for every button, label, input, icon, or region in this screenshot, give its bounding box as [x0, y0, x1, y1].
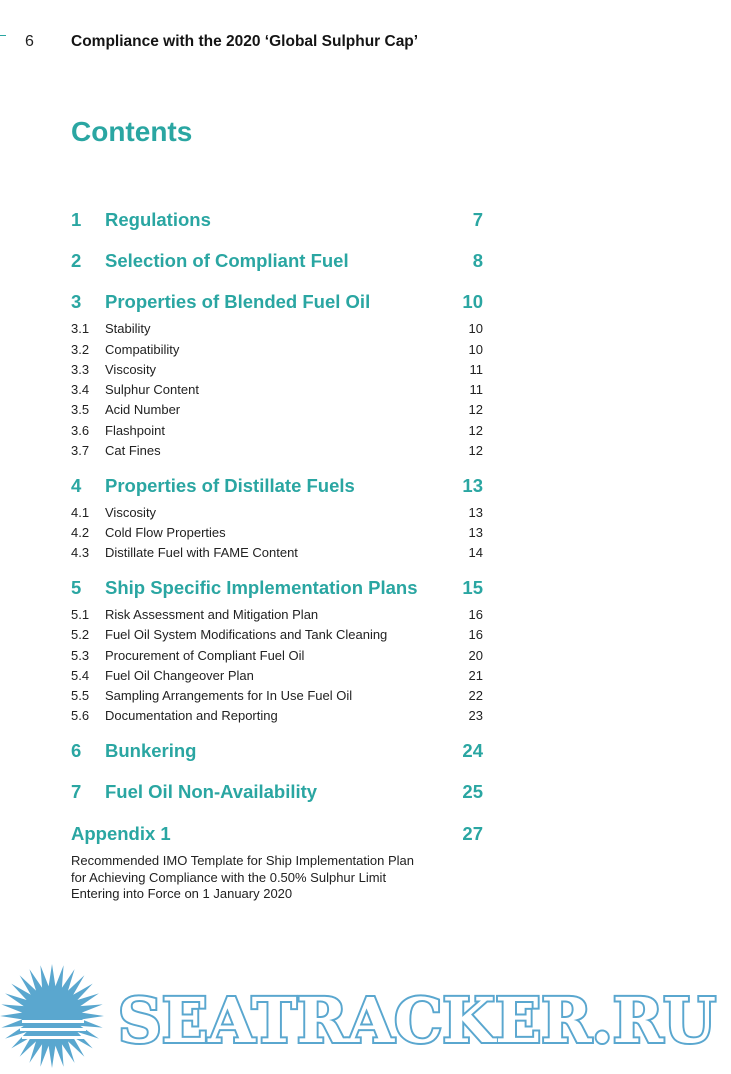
- subsection-number: 3.2: [71, 342, 90, 357]
- subsection-title: Sampling Arrangements for In Use Fuel Oil: [105, 688, 353, 703]
- toc-section-5[interactable]: [71, 577, 483, 603]
- toc-subsection[interactable]: [71, 402, 483, 420]
- section-page: 13: [462, 475, 483, 496]
- section-page: 7: [472, 209, 483, 230]
- subsection-number: 4.2: [71, 525, 90, 540]
- section-title: Selection of Compliant Fuel: [105, 250, 349, 271]
- subsection-title: Viscosity: [105, 362, 157, 377]
- subsection-number: 5.4: [71, 668, 90, 683]
- subsection-title: Cat Fines: [105, 443, 161, 458]
- subsection-number: 3.7: [71, 443, 90, 458]
- subsection-page: 10: [468, 342, 483, 357]
- appendix-page: 27: [462, 823, 483, 844]
- toc-section-7[interactable]: [71, 781, 483, 807]
- subsection-number: 5.2: [71, 627, 90, 642]
- subsection-number: 3.5: [71, 402, 90, 417]
- subsection-page: 14: [468, 545, 483, 560]
- subsection-number: 3.4: [71, 382, 90, 397]
- subsection-number: 5.1: [71, 607, 90, 622]
- toc-section-2[interactable]: [71, 250, 483, 276]
- toc-subsection[interactable]: [71, 607, 483, 625]
- watermark: [0, 958, 731, 1069]
- toc-subsection[interactable]: [71, 362, 483, 380]
- subsection-title: Cold Flow Properties: [105, 525, 226, 540]
- subsection-page: 20: [468, 648, 483, 663]
- toc-subsection[interactable]: [71, 321, 483, 339]
- subsection-number: 3.3: [71, 362, 90, 377]
- section-title: Fuel Oil Non-Availability: [105, 781, 318, 802]
- subsection-title: Fuel Oil System Modifications and Tank Cleaning: [105, 627, 388, 642]
- subsection-page: 12: [468, 443, 483, 458]
- section-page: 15: [462, 577, 483, 598]
- section-number: 2: [71, 250, 82, 271]
- appendix-description-line: Entering into Force on 1 January 2020: [71, 886, 293, 901]
- section-title: Properties of Blended Fuel Oil: [105, 291, 371, 312]
- subsection-title: Procurement of Compliant Fuel Oil: [105, 648, 305, 663]
- section-title: Regulations: [105, 209, 211, 230]
- watermark-text: SEATRACKER.RU: [118, 984, 716, 1057]
- page-number: 6: [25, 33, 34, 50]
- subsection-title: Risk Assessment and Mitigation Plan: [105, 607, 319, 622]
- toc-subsection[interactable]: [71, 648, 483, 666]
- subsection-page: 23: [468, 708, 483, 723]
- subsection-title: Viscosity: [105, 505, 157, 520]
- toc-subsection[interactable]: [71, 668, 483, 686]
- document-title: Compliance with the 2020 ‘Global Sulphur Cap’: [71, 33, 419, 50]
- section-number: 1: [71, 209, 82, 230]
- toc-section-6[interactable]: [71, 740, 483, 766]
- appendix-description: [71, 853, 451, 903]
- header-accent-mark: [0, 35, 6, 36]
- toc-subsection[interactable]: [71, 342, 483, 360]
- toc-section-1[interactable]: [71, 209, 483, 235]
- section-number: 3: [71, 291, 82, 312]
- section-title: Ship Specific Implementation Plans: [105, 577, 418, 598]
- subsection-page: 10: [468, 321, 483, 336]
- toc-subsection[interactable]: [71, 708, 483, 726]
- watermark-graphic: [0, 958, 731, 1069]
- subsection-page: 11: [469, 382, 483, 397]
- subsection-title: Distillate Fuel with FAME Content: [105, 545, 298, 560]
- toc-section-3[interactable]: [71, 291, 483, 317]
- subsection-title: Flashpoint: [105, 423, 165, 438]
- section-number: 6: [71, 740, 82, 761]
- toc-subsection[interactable]: [71, 423, 483, 441]
- toc-subsection[interactable]: [71, 443, 483, 461]
- section-page: 10: [462, 291, 483, 312]
- subsection-page: 22: [468, 688, 483, 703]
- subsection-title: Stability: [105, 321, 151, 336]
- subsection-page: 16: [468, 627, 483, 642]
- subsection-title: Sulphur Content: [105, 382, 199, 397]
- contents-heading: Contents: [71, 116, 193, 147]
- subsection-page: 13: [468, 505, 483, 520]
- subsection-number: 4.3: [71, 545, 90, 560]
- appendix-description-line: Recommended IMO Template for Ship Implementation Plan: [71, 853, 414, 868]
- toc-subsection[interactable]: [71, 525, 483, 543]
- section-page: 25: [462, 781, 483, 802]
- toc-appendix[interactable]: [71, 823, 483, 849]
- toc-subsection[interactable]: [71, 627, 483, 645]
- toc-section-4[interactable]: [71, 475, 483, 501]
- toc-subsection[interactable]: [71, 505, 483, 523]
- subsection-number: 3.1: [71, 321, 90, 336]
- toc-subsection[interactable]: [71, 545, 483, 563]
- subsection-title: Fuel Oil Changeover Plan: [105, 668, 254, 683]
- section-number: 5: [71, 577, 82, 598]
- appendix-title: Appendix 1: [71, 823, 171, 844]
- subsection-title: Documentation and Reporting: [105, 708, 278, 723]
- subsection-page: 21: [468, 668, 483, 683]
- subsection-number: 5.6: [71, 708, 90, 723]
- subsection-title: Compatibility: [105, 342, 180, 357]
- subsection-number: 5.5: [71, 688, 90, 703]
- subsection-number: 5.3: [71, 648, 90, 663]
- section-number: 4: [71, 475, 82, 496]
- subsection-page: 16: [468, 607, 483, 622]
- subsection-page: 13: [468, 525, 483, 540]
- section-title: Properties of Distillate Fuels: [105, 475, 355, 496]
- section-page: 8: [472, 250, 483, 271]
- section-title: Bunkering: [105, 740, 197, 761]
- subsection-page: 11: [469, 362, 483, 377]
- section-number: 7: [71, 781, 82, 802]
- subsection-title: Acid Number: [105, 402, 181, 417]
- toc-subsection[interactable]: [71, 688, 483, 706]
- section-page: 24: [462, 740, 483, 761]
- page-header: [0, 33, 731, 53]
- subsection-page: 12: [468, 423, 483, 438]
- toc-subsection[interactable]: [71, 382, 483, 400]
- sun-logo-icon: [0, 964, 104, 1068]
- subsection-number: 3.6: [71, 423, 90, 438]
- subsection-number: 4.1: [71, 505, 90, 520]
- appendix-description-line: for Achieving Compliance with the 0.50% Sulphur Limit: [71, 869, 387, 885]
- subsection-page: 12: [468, 402, 483, 417]
